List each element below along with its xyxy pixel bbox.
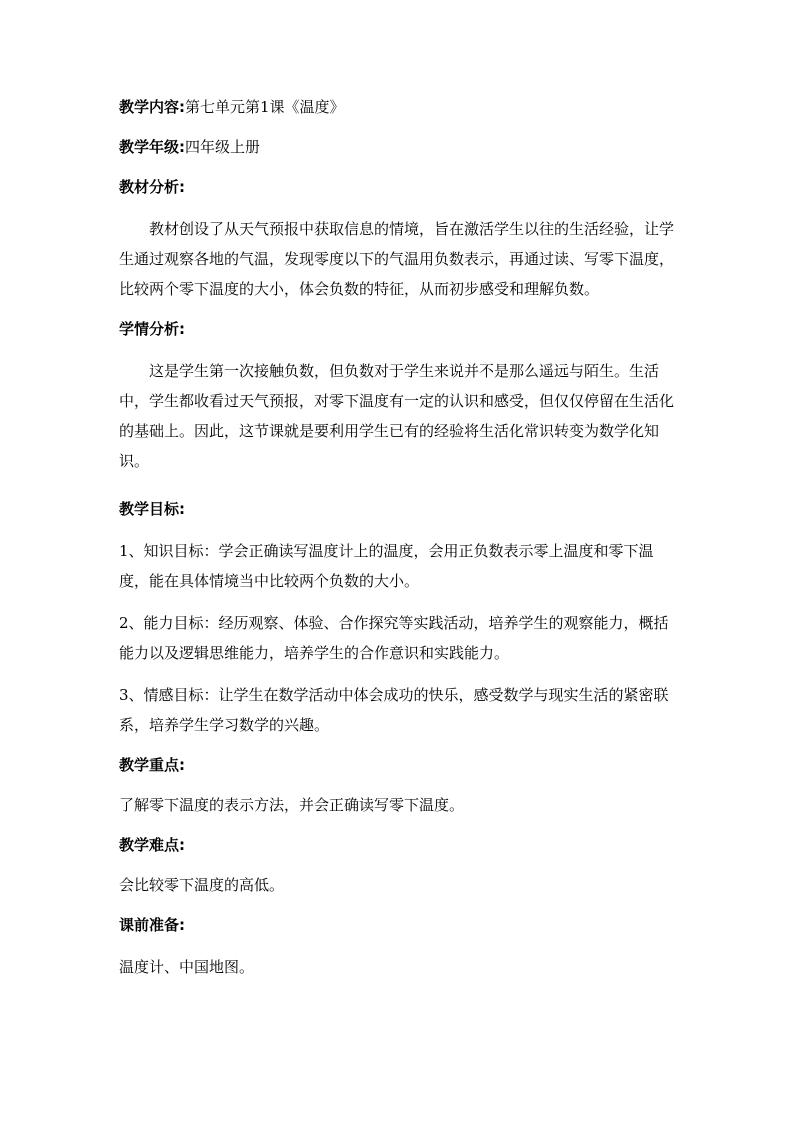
prep-text: 温度计、中国地图。: [119, 958, 255, 976]
key-heading: [119, 750, 679, 780]
prep-heading: [119, 910, 679, 940]
difficulty-text: 会比较零下温度的高低。: [119, 876, 285, 894]
textbook-heading: [119, 172, 679, 202]
student-heading: [119, 314, 679, 344]
goals-label: 教学目标:: [119, 500, 185, 518]
goal-knowledge: 1、知识目标：学会正确读写温度计上的温度，会用正负数表示零上温度和零下温度，能在具体情境当中比较两个负数的大小。: [119, 542, 654, 590]
content-row: [119, 92, 679, 122]
difficulty-heading: [119, 830, 679, 860]
student-label: 学情分析:: [119, 320, 185, 338]
key-point-text: 了解零下温度的表示方法，并会正确读写零下温度。: [119, 796, 465, 814]
textbook-label: 教材分析:: [119, 178, 185, 196]
content-value: 第七单元第1课《温度》: [185, 98, 345, 116]
content-label: 教学内容:: [119, 98, 185, 116]
difficulty-label: 教学难点:: [119, 836, 185, 854]
prep-label: 课前准备:: [119, 916, 185, 934]
key-label: 教学重点:: [119, 756, 185, 774]
grade-label: 教学年级:: [119, 138, 185, 156]
grade-value: 四年级上册: [185, 138, 261, 156]
goal-ability: 2、能力目标：经历观察、体验、合作探究等实践活动，培养学生的观察能力，概括能力以及逻辑思维能力，培养学生的合作意识和实践能力。: [119, 614, 669, 662]
student-analysis-text: 这是学生第一次接触负数，但负数对于学生来说并不是那么遥远与陌生。生活中，学生都收看过天气预报，对零下温度有一定的认识和感受，但仅仅停留在生活化的基础上。因此，这节课就是要利用学生已有的经验将生活化常识转变为数学化知识。: [119, 362, 675, 470]
lesson-plan-page: [119, 92, 679, 982]
grade-row: [119, 132, 679, 162]
goals-heading: [119, 494, 679, 524]
textbook-analysis-text: 教材创设了从天气预报中获取信息的情境，旨在激活学生以往的生活经验，让学生通过观察各地的气温，发现零度以下的气温用负数表示，再通过读、写零下温度，比较两个零下温度的大小，体会负数的特征，从而初步感受和理解负数。: [119, 220, 675, 298]
goal-emotion: 3、情感目标：让学生在数学活动中体会成功的快乐，感受数学与现实生活的紧密联系，培养学生学习数学的兴趣。: [119, 686, 669, 734]
